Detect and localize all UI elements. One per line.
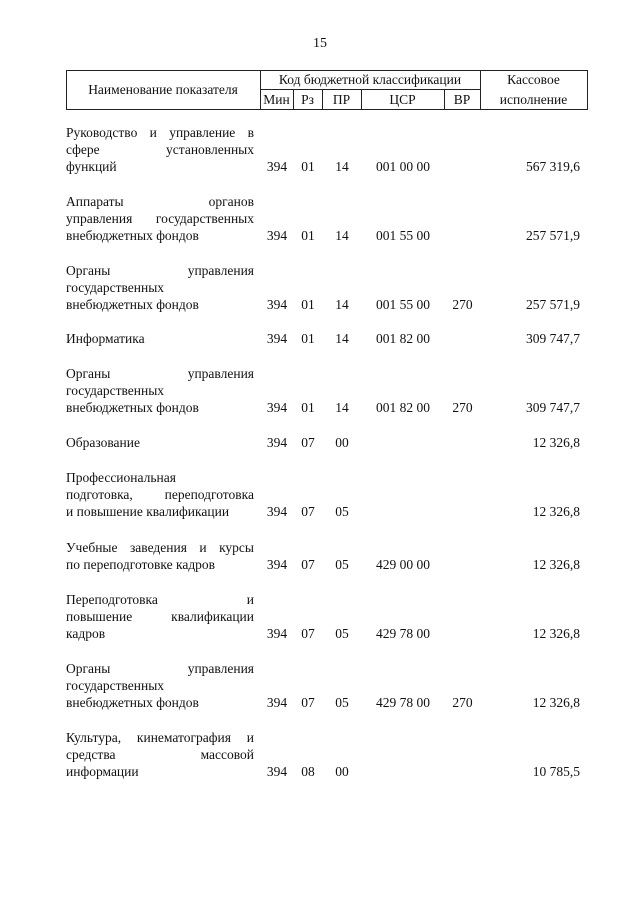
cell-csr: 429 00 00 bbox=[376, 557, 430, 572]
cell-min: 394 bbox=[266, 764, 288, 779]
cell-csr: 001 00 00 bbox=[376, 159, 430, 174]
cell-min: 394 bbox=[266, 504, 288, 519]
name-line: государственных bbox=[66, 383, 165, 398]
cell-csr: 001 55 00 bbox=[376, 297, 430, 312]
row-indicator-name bbox=[66, 124, 254, 175]
header-sum-line2: исполнение bbox=[499, 92, 568, 107]
row-indicator-name bbox=[66, 539, 254, 573]
header-name: Наименование показателя bbox=[88, 82, 238, 97]
cell-sum: 12 326,8 bbox=[532, 557, 580, 572]
cell-sum: 257 571,9 bbox=[526, 297, 580, 312]
cell-min: 394 bbox=[266, 435, 288, 450]
name-line: средства массовой bbox=[66, 747, 254, 762]
cell-pr: 05 bbox=[335, 695, 349, 710]
cell-pr: 00 bbox=[335, 435, 349, 450]
cell-min: 394 bbox=[266, 331, 288, 346]
name-line: по переподготовке кадров bbox=[66, 557, 216, 572]
cell-min: 394 bbox=[266, 297, 288, 312]
row-indicator-name bbox=[66, 330, 254, 347]
cell-csr: 429 78 00 bbox=[376, 695, 430, 710]
row-indicator-name bbox=[66, 193, 254, 244]
name-line: государственных bbox=[66, 280, 165, 295]
cell-sum: 12 326,8 bbox=[532, 504, 580, 519]
cell-min: 394 bbox=[266, 228, 288, 243]
name-line: управления государственных bbox=[66, 211, 254, 226]
header-sum-line1: Кассовое bbox=[507, 72, 560, 87]
cell-csr: 001 82 00 bbox=[376, 331, 430, 346]
cell-sum: 257 571,9 bbox=[526, 228, 580, 243]
header-csr: ЦСР bbox=[389, 92, 416, 107]
cell-rz: 07 bbox=[301, 557, 315, 572]
cell-sum: 12 326,8 bbox=[532, 626, 580, 641]
name-line: информации bbox=[66, 764, 139, 779]
name-line: Переподготовка и bbox=[66, 592, 254, 607]
cell-sum: 12 326,8 bbox=[532, 435, 580, 450]
cell-pr: 14 bbox=[335, 331, 349, 346]
cell-vr: 270 bbox=[452, 400, 473, 415]
cell-vr: 270 bbox=[452, 297, 473, 312]
header-rz: Рз bbox=[301, 92, 314, 107]
name-line: Культура, кинематография и bbox=[66, 730, 254, 745]
name-line: сфере установленных bbox=[66, 142, 254, 157]
cell-min: 394 bbox=[266, 695, 288, 710]
row-indicator-name bbox=[66, 365, 254, 416]
cell-rz: 01 bbox=[301, 159, 315, 174]
name-line: Аппараты органов bbox=[66, 194, 254, 209]
header-pr: ПР bbox=[332, 92, 351, 107]
row-indicator-name bbox=[66, 469, 254, 520]
cell-pr: 05 bbox=[335, 626, 349, 641]
cell-rz: 07 bbox=[301, 626, 315, 641]
row-indicator-name bbox=[66, 434, 254, 451]
cell-min: 394 bbox=[266, 400, 288, 415]
name-line: кадров bbox=[66, 626, 106, 641]
name-line: функций bbox=[66, 159, 117, 174]
cell-csr: 429 78 00 bbox=[376, 626, 430, 641]
cell-rz: 01 bbox=[301, 228, 315, 243]
cell-sum: 10 785,5 bbox=[532, 764, 580, 779]
row-indicator-name bbox=[66, 262, 254, 313]
name-line: Образование bbox=[66, 435, 140, 450]
cell-pr: 14 bbox=[335, 159, 349, 174]
name-line: государственных bbox=[66, 678, 165, 693]
name-line: повышение квалификации bbox=[66, 609, 254, 624]
name-line: внебюджетных фондов bbox=[66, 695, 199, 710]
row-indicator-name bbox=[66, 660, 254, 711]
cell-pr: 14 bbox=[335, 228, 349, 243]
name-line: внебюджетных фондов bbox=[66, 400, 199, 415]
name-line: Учебные заведения и курсы bbox=[66, 540, 254, 555]
cell-pr: 05 bbox=[335, 557, 349, 572]
cell-rz: 07 bbox=[301, 504, 315, 519]
name-line: Руководство и управление в bbox=[66, 125, 254, 140]
cell-rz: 01 bbox=[301, 331, 315, 346]
cell-min: 394 bbox=[266, 557, 288, 572]
cell-sum: 309 747,7 bbox=[526, 331, 580, 346]
cell-rz: 08 bbox=[301, 764, 315, 779]
cell-rz: 07 bbox=[301, 435, 315, 450]
name-line: Профессиональная bbox=[66, 470, 176, 485]
header-vr: ВР bbox=[453, 92, 471, 107]
cell-vr: 270 bbox=[452, 695, 473, 710]
cell-pr: 14 bbox=[335, 297, 349, 312]
cell-min: 394 bbox=[266, 159, 288, 174]
cell-min: 394 bbox=[266, 626, 288, 641]
cell-sum: 309 747,7 bbox=[526, 400, 580, 415]
cell-rz: 01 bbox=[301, 400, 315, 415]
cell-rz: 01 bbox=[301, 297, 315, 312]
cell-pr: 05 bbox=[335, 504, 349, 519]
name-line: и повышение квалификации bbox=[66, 504, 230, 519]
name-line: Органы управления bbox=[66, 661, 254, 676]
name-line: внебюджетных фондов bbox=[66, 228, 199, 243]
cell-pr: 14 bbox=[335, 400, 349, 415]
name-line: Информатика bbox=[66, 331, 145, 346]
cell-pr: 00 bbox=[335, 764, 349, 779]
cell-csr: 001 82 00 bbox=[376, 400, 430, 415]
cell-sum: 12 326,8 bbox=[532, 695, 580, 710]
cell-sum: 567 319,6 bbox=[526, 159, 580, 174]
name-line: Органы управления bbox=[66, 263, 254, 278]
row-indicator-name bbox=[66, 591, 254, 642]
page-number: 15 bbox=[313, 36, 327, 51]
name-line: Органы управления bbox=[66, 366, 254, 381]
header-code-group: Код бюджетной классификации bbox=[278, 72, 462, 87]
cell-csr: 001 55 00 bbox=[376, 228, 430, 243]
cell-rz: 07 bbox=[301, 695, 315, 710]
name-line: подготовка, переподготовка bbox=[66, 487, 254, 502]
header-min: Мин bbox=[263, 92, 290, 107]
table-header bbox=[66, 70, 588, 110]
row-indicator-name bbox=[66, 729, 254, 780]
name-line: внебюджетных фондов bbox=[66, 297, 199, 312]
